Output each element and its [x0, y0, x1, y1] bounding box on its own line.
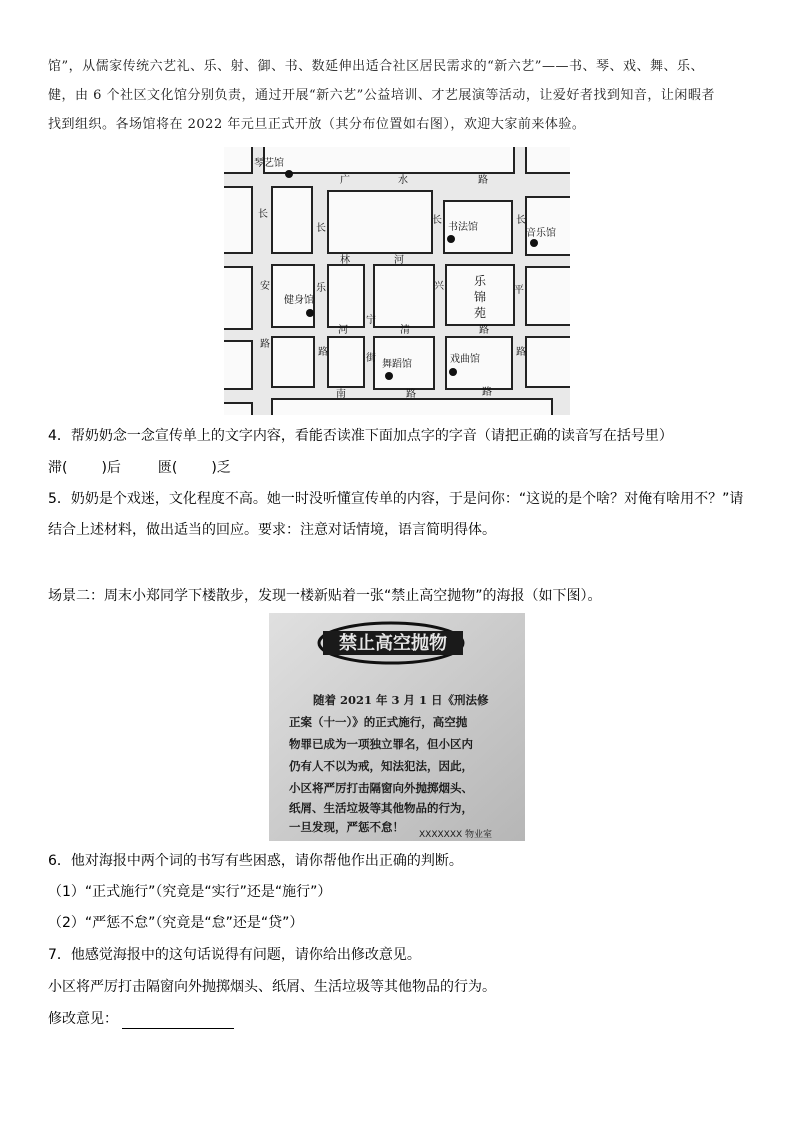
map-street-char: 宁	[366, 315, 376, 326]
scene-2-intro: 场景二：周末小郑同学下楼散步，发现一楼新贴着一张“禁止高空抛物”的海报（如下图）。	[48, 588, 602, 604]
map-venue-shufa: 书法馆	[448, 222, 478, 233]
revision-answer-blank[interactable]	[122, 1014, 234, 1029]
poster-line: 仍有人不以为戒，知法犯法，因此，	[289, 759, 473, 773]
map-park-char: 锦	[474, 290, 487, 304]
question-7-sentence: 小区将严厉打击隔窗向外抛掷烟头、纸屑、生活垃圾等其他物品的行为。	[48, 979, 496, 995]
poster-line: 随着 2021 年 3 月 1 日《刑法修	[313, 693, 489, 707]
map-street-char: 平	[514, 285, 524, 296]
map-street-char: 路	[478, 175, 488, 186]
map-street-char: 路	[406, 389, 416, 400]
map-street-char: 河	[338, 325, 348, 336]
map-street-char: 长	[432, 215, 442, 226]
map-park-char: 苑	[474, 306, 487, 320]
map-street-char: 街	[366, 353, 376, 364]
intro-paragraph	[48, 52, 748, 139]
poster-signature: XXXXXXX 物业室	[419, 830, 493, 840]
map-street-char: 南	[336, 389, 346, 400]
poster-title: 禁止高空抛物	[339, 633, 447, 654]
map-venue-yinyue: 音乐馆	[526, 228, 556, 239]
poster-line: 纸屑、生活垃圾等其他物品的行为，	[289, 801, 473, 815]
intro-line-2: 健，由 6 个社区文化馆分别负责，通过开展“新六艺”公益培训、才艺展演等活动，让爱好者找到知音，让闲暇者	[48, 88, 715, 103]
map-street-char: 路	[318, 347, 328, 358]
map-street-char: 路	[482, 387, 492, 398]
poster-line: 小区将严厉打击隔窗向外抛掷烟头、	[289, 781, 473, 795]
map-park-char: 乐	[474, 274, 487, 288]
intro-line-1: 馆”，从儒家传统六艺礼、乐、射、御、书、数延伸出适合社区居民需求的“新六艺”——书、琴、戏、舞、乐、	[48, 59, 704, 74]
map-street-char: 兴	[434, 281, 444, 292]
map-street-char: 广	[340, 175, 350, 186]
map-venue-qin: 琴艺馆	[254, 158, 284, 169]
map-street-char: 路	[479, 325, 489, 336]
map-street-char: 长	[316, 223, 326, 234]
map-street-char: 长	[516, 215, 526, 226]
map-street-char: 乐	[316, 283, 326, 294]
word-1-end: )后	[101, 460, 121, 476]
map-street-char: 安	[260, 281, 270, 292]
poster-line: 正案（十一）》的正式施行，高空抛	[289, 715, 468, 729]
poster-image	[269, 613, 525, 841]
word-2-start: 匮(	[157, 460, 178, 476]
question-5: 5．奶奶是个戏迷，文化程度不高。她一时没听懂宣传单的内容，于是问你：“这说的是个啥？对俺有啥用不？”请结合上述材料，做出适当的回应。要求：注意对话情境，语言简明得体。	[48, 491, 744, 538]
word-1-start: 滞(	[48, 460, 68, 476]
map-street-char: 林	[340, 255, 350, 266]
question-4-words	[48, 458, 348, 478]
map-street-char: 水	[398, 175, 408, 186]
map-venue-xiqu: 戏曲馆	[450, 354, 480, 365]
map-street-char: 路	[516, 347, 526, 358]
poster-line: 物罪已成为一项独立罪名，但小区内	[289, 737, 473, 751]
map-street-char: 清	[400, 325, 410, 336]
revision-label: 修改意见：	[48, 1011, 118, 1027]
poster-line: 一旦发现，严惩不怠！	[289, 820, 404, 834]
question-6-sub-2: （2）“严惩不怠”（究竟是“怠”还是“贷”）	[48, 915, 304, 931]
map-venue-jianshen: 健身馆	[284, 295, 314, 306]
map-venue-wudao: 舞蹈馆	[382, 359, 412, 370]
venue-map-image	[224, 147, 570, 415]
map-street-char: 长	[258, 209, 268, 220]
question-7-answer-row	[48, 1009, 234, 1029]
question-7: 7．他感觉海报中的这句话说得有问题，请你给出修改意见。	[48, 947, 421, 963]
question-6-sub-1: （1）“正式施行”（究竟是“实行”还是“施行”）	[48, 884, 332, 900]
word-2-end: )乏	[211, 460, 231, 476]
map-street-char: 路	[260, 339, 270, 350]
question-4: 4．帮奶奶念一念宣传单上的文字内容，看能否读准下面加点字的字音（请把正确的读音写在括号里）	[48, 428, 673, 444]
intro-line-3: 找到组织。各场馆将在 2022 年元旦正式开放（其分布位置如右图），欢迎大家前来体验。	[48, 117, 586, 132]
map-street-char: 河	[394, 255, 404, 266]
question-6: 6．他对海报中两个词的书写有些困惑，请你帮他作出正确的判断。	[48, 853, 463, 869]
